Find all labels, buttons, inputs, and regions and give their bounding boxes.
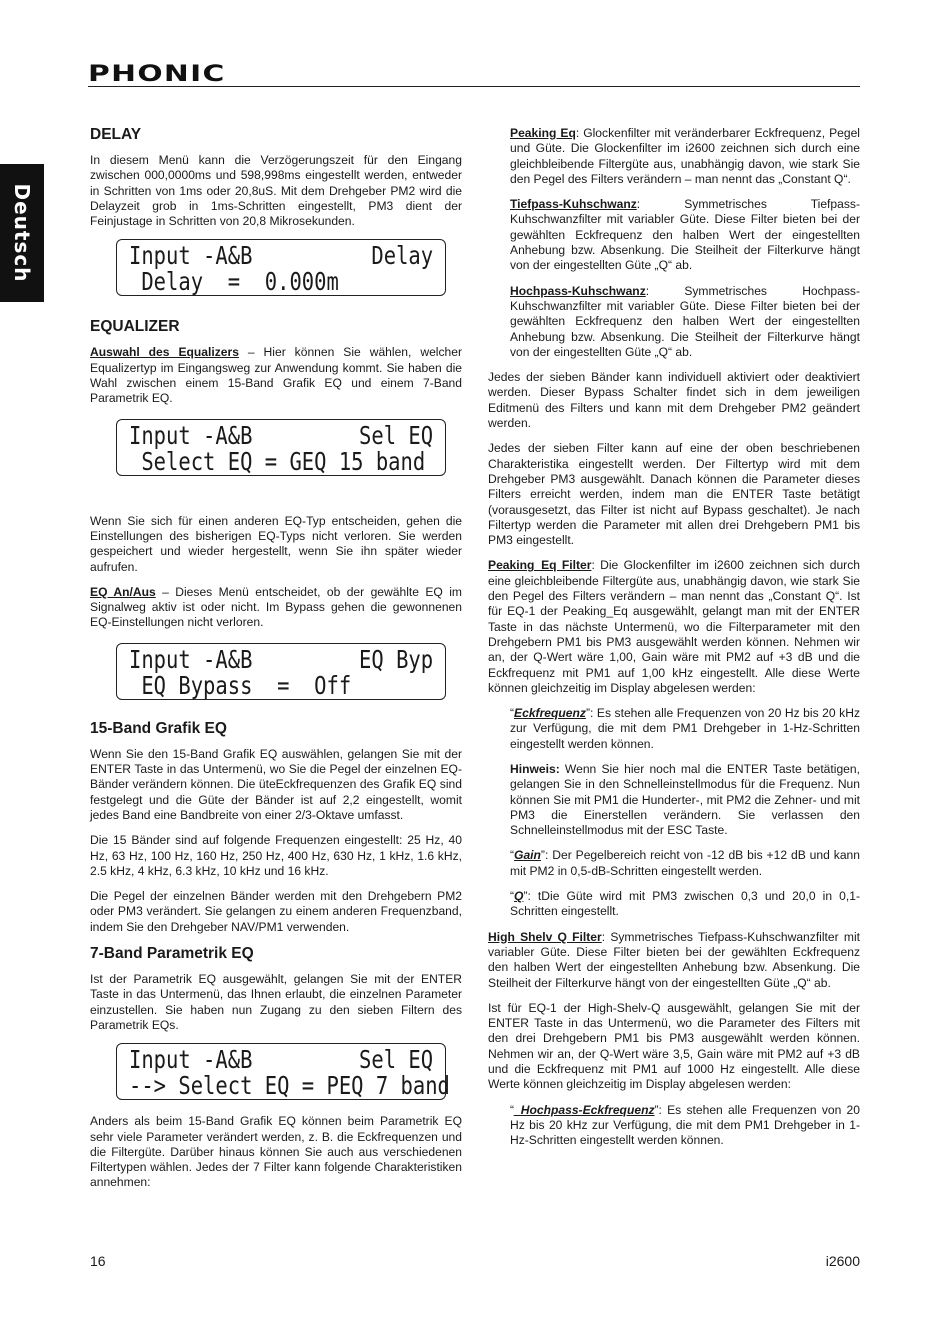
lcd-delay: [116, 239, 446, 296]
highshelf-text: : Symmetrisches Hochpass-Kuhschwanzfilter mit variabler Güte. Diese Filter bieten bei der gewählten Eckfrequenz den halben Wert der eingestellten Anhebung bzw. Absenkung. Die Steilheit der Filterkurve hängt von der eingestellten Güte „Q“ ab.: [510, 283, 860, 359]
peaking-label: Peaking Eq: [510, 126, 576, 140]
gain-text: : Der Pegelbereich reicht von -12 dB bis +12 dB und kann mit PM2 in 0,5-dB-Schritten eingestellt werden.: [510, 848, 860, 878]
lowshelf-paragraph: [510, 197, 860, 273]
eq-select-label: Auswahl des Equalizers: [90, 345, 239, 360]
hp-eck-label: _Hochpass-Eckfrequenz: [514, 1102, 655, 1117]
lcd-text: --> Select EQ = PEQ 7 band: [129, 1071, 450, 1101]
delay-heading: DELAY: [90, 126, 142, 143]
right-column: [488, 126, 860, 1159]
lcd-text: Input -A&B: [129, 1045, 253, 1075]
geq-heading: 15-Band Grafik EQ: [90, 719, 227, 737]
language-tab: [0, 164, 44, 302]
hsq-paragraph-2: Ist für EQ-1 der High-Shelv-Q ausgewählt, gelangen Sie mit der ENTER Taste in das Untermenü, wo die Parameter des Filters mit den drei Drehgebern PM1 bis PM3 ausgewählt werden können. Nehmen wir an, der Q-Wert wäre 3,5, Gain wäre mit PM2 auf +3 dB und die Eckfrequenz mit PM1 auf 1000 Hz eingestellt. Alle diese Werte können gleichzeitig im Display abgelesen werden:: [488, 1000, 860, 1092]
eq-onoff-label: EQ An/Aus: [90, 584, 156, 599]
lcd-text: Input -A&B: [129, 241, 253, 271]
geq-paragraph-1: Wenn Sie den 15-Band Grafik EQ auswählen, gelangen Sie mit der ENTER Taste in das Untermenü, wo Sie die Pegel der einzelnen EQ-Bänder verändern können. Die üteEckfrequenzen des Grafik EQ sind festgelegt und die Güte der Bänder ist auf 2,2 eingestellt, womit jedes Band eine Bandbreite von einer 2/3-Oktave umfasst.: [90, 746, 462, 822]
hint-paragraph: [510, 762, 860, 838]
bands-paragraph: Jedes der sieben Bänder kann individuell aktiviert oder deaktiviert werden. Dieser Bypass Schalter findet sich in dem jeweiligen Editmenü des Filters und kann mit dem Drehgeber PM2 geändert werden.: [488, 370, 860, 431]
highshelf-paragraph: [510, 284, 860, 360]
lcd-text: EQ Byp: [359, 644, 434, 674]
gain-label: Gain: [514, 848, 541, 863]
peaking-paragraph: [510, 126, 860, 187]
page-number: 16: [90, 1253, 106, 1269]
lcd-select-peq: [116, 1043, 450, 1101]
q-label: Q: [514, 889, 524, 904]
lcd-text: Delay = 0.000m: [129, 267, 339, 297]
lcd-text: EQ Bypass = Off: [129, 670, 352, 700]
eq-onoff-paragraph: [90, 585, 462, 631]
left-column: [90, 126, 462, 1201]
lcd-text: Input -A&B: [129, 420, 253, 450]
peaking-text: : Glockenfilter mit veränderbarer Eckfrequenz, Pegel und Güte. Die Glockenfilter im i2600 zeichnen sich durch eine gleichbleibende Filtergüte aus, unabhängig davon, wie stark Sie den Pegel des Filters verändern – man nennt das „Constant Q“.: [510, 126, 860, 186]
geq-paragraph-2: Die 15 Bänder sind auf folgende Frequenzen eingestellt: 25 Hz, 40 Hz, 63 Hz, 100 Hz, 160 Hz, 250 Hz, 400 Hz, 630 Hz, 1 kHz, 1.6 kHz, 2.5 kHz, 4 kHz, 6.3 kHz, 10 kHz und 16 kHz.: [90, 833, 462, 878]
lowshelf-label: Tiefpass-Kuhschwanz: [510, 197, 637, 212]
hp-eck-text: : Es stehen alle Frequenzen von 20 Hz bis 20 kHz zur Verfügung, die mit dem PM1 Drehgeber in 1-Hz-Schritten eingestellt werden können.: [510, 1102, 860, 1148]
highshelf-label: Hochpass-Kuhschwanz: [510, 283, 646, 298]
lcd-text: Delay: [371, 241, 434, 271]
lcd-text: Select EQ = GEQ 15 band: [129, 446, 426, 476]
q-paragraph: “Q”: tDie Güte wird mit PM3 zwischen 0,3 und 20,0 in 0,1-Schritten eingestellt.: [510, 889, 860, 919]
phonic-logo: PHONIC: [88, 62, 226, 87]
peq-paragraph-1: Ist der Parametrik EQ ausgewählt, gelangen Sie mit der ENTER Taste in das Untermenü, das Ihnen erlaubt, die einzelnen Parameter einzustellen. Sie haben nun Zugang zu den sieben Filtern des Parametrik EQs.: [90, 972, 462, 1032]
eq-select-paragraph: [90, 345, 462, 406]
gain-paragraph: “Gain”: Der Pegelbereich reicht von -12 dB bis +12 dB und kann mit PM2 in 0,5-dB-Schritten eingestellt werden.: [510, 848, 860, 878]
eck-text: : Es stehen alle Frequenzen von 20 Hz bis 20 kHz zur Verfügung, die mit dem PM1 Drehgeber in 1-Hz-Schritten eingestellt werden können.: [510, 706, 860, 751]
lowshelf-text: : Symmetrisches Tiefpass-Kuhschwanzfilter mit variabler Güte. Diese Filter bieten bei der gewählten Eckfrequenz den halben Wert der eingestellten Anhebung bzw. Absenkung. Die Steilheit der Filterkurve hängt von der eingestellten Güte „Q“ ab.: [510, 197, 860, 273]
peaking-filter-label: Peaking_Eq Filter: [488, 558, 592, 573]
eq-onoff-text: – Dieses Menü entscheidet, ob der gewählte EQ im Signalweg aktiv ist oder nicht. Im Bypass gehen die gewonnenen EQ-Einstellungen nicht verloren.: [90, 584, 462, 630]
eck-paragraph: “Eckfrequenz”: Es stehen alle Frequenzen von 20 Hz bis 20 kHz zur Verfügung, die mit dem PM1 Drehgeber in 1-Hz-Schritten eingestellt werden können.: [510, 706, 860, 751]
language-tab-label: Deutsch: [10, 183, 34, 283]
peaking-filter-text: : Die Glockenfilter im i2600 zeichnen sich durch eine gleichbleibende Filtergüte aus, unabhängig davon, wie stark Sie den Pegel des Filters verändern – man nennt das „Constant Q“. Ist für EQ-1 der Peaking_Eq ausgewählt, gelangt man mit der ENTER Taste in das nächste Untermenü, wo die Filterparameter mit den Drehgebern PM1 bis PM3 ausgewählt werden können. Nehmen wir an, der Q-Wert wäre 1,00, Gain wäre mit PM2 auf +3 dB und die Eckfrequenz mit PM1 auf 1,00 kHz eingestellt. Alle diese Werte können gleichzeitig im Display abgelesen werden:: [488, 558, 860, 695]
hint-label: Hinweis:: [510, 761, 560, 776]
lcd-text: Sel EQ: [359, 420, 434, 450]
header-rule: [88, 86, 860, 87]
eq-select-text: – Hier können Sie wählen, welcher Equalizertyp im Eingangsweg zur Anwendung kommt. Sie haben die Wahl zwischen einem 15-Band Grafik EQ und einem 7-Band Parametrik EQ.: [90, 345, 463, 406]
filters-paragraph: Jedes der sieben Filter kann auf eine der oben beschriebenen Charakteristika eingestellt werden. Der Filtertyp wird mit dem Drehgeber PM3 ausgewählt. Danach können die Parameter dieses Filters erreicht werden, indem man die ENTER Taste betätigt (vorausgesetzt, das Filter ist nicht auf Bypass geschaltet). Je nach Filtertyp werden die Parameter mit allen drei Drehgebern PM1 bis PM3 eingestellt.: [488, 441, 860, 548]
hsq-label: High Shelv Q Filter: [488, 929, 602, 944]
lcd-text: Sel EQ: [359, 1045, 434, 1075]
eq-change-paragraph: Wenn Sie sich für einen anderen EQ-Typ entscheiden, gehen die Einstellungen des bisherigen EQ-Typs nicht verloren. Sie werden gespeichert und wieder hergestellt, wenn Sie ihn später wieder aufrufen.: [90, 513, 462, 574]
delay-paragraph: In diesem Menü kann die Verzögerungszeit für den Eingang zwischen 000,0000ms und 598,998ms eingestellt werden, entweder in Schritten von 1ms oder 20,8uS. Mit dem Drehgeber PM2 wird die Delayzeit grob in 1ms-Schritten eingestellt, PM3 dient der Feinjustage in Schritten von 20,8 Mikrosekunden.: [90, 153, 462, 229]
hint-text: Wenn Sie hier noch mal die ENTER Taste betätigen, gelangen Sie in den Schnelleinstellmodus für die Frequenz. Nun können Sie mit PM1 die Hunderter-, mit PM2 die Zehner- und mit PM3 die Einerstellen verändern. Sie verlassen den Schnelleinstellmodus mit der ESC Taste.: [510, 761, 860, 838]
lcd-eq-bypass: [116, 643, 446, 700]
geq-paragraph-3: Die Pegel der einzelnen Bänder werden mit den Drehgebern PM2 oder PM3 verändert. Sie gelangen zu einem anderen Frequenzband, indem Sie den Drehgeber NAV/PM1 verwenden.: [90, 889, 462, 934]
hsq-paragraph: [488, 930, 860, 991]
peaking-filter-paragraph: [488, 558, 860, 696]
model-name: i2600: [825, 1253, 860, 1269]
peq-paragraph-2: Anders als beim 15-Band Grafik EQ können beim Parametrik EQ sehr viele Parameter verändert werden, z. B. die Eckfrequenzen und die Filtergüte. Darüber hinaus können Sie auch aus verschiedenen Filtertypen wählen. Jedes der 7 Filter kann folgende Charakteristiken annehmen:: [90, 1114, 462, 1190]
peq-heading: 7-Band Parametrik EQ: [90, 945, 254, 963]
eck-label: Eckfrequenz: [514, 706, 586, 721]
q-text: : tDie Güte wird mit PM3 zwischen 0,3 und 20,0 in 0,1-Schritten eingestellt.: [510, 889, 860, 919]
hp-eck-paragraph: “_Hochpass-Eckfrequenz”: Es stehen alle Frequenzen von 20 Hz bis 20 kHz zur Verfügung, die mit dem PM1 Drehgeber in 1-Hz-Schritten eingestellt werden können.: [510, 1102, 860, 1148]
lcd-text: Input -A&B: [129, 644, 253, 674]
equalizer-heading: EQUALIZER: [90, 318, 180, 336]
lcd-select-eq: [116, 419, 446, 476]
hsq-text: : Symmetrisches Tiefpass-Kuhschwanzfilter mit variabler Güte. Diese Filter bieten bei der gewählten Eckfrequenz den halben Wert der eingestellten Anhebung bzw. Absenkung. Die Steilheit der Filterkurve hängt von der eingestellten Güte „Q“ ab.: [488, 929, 860, 990]
